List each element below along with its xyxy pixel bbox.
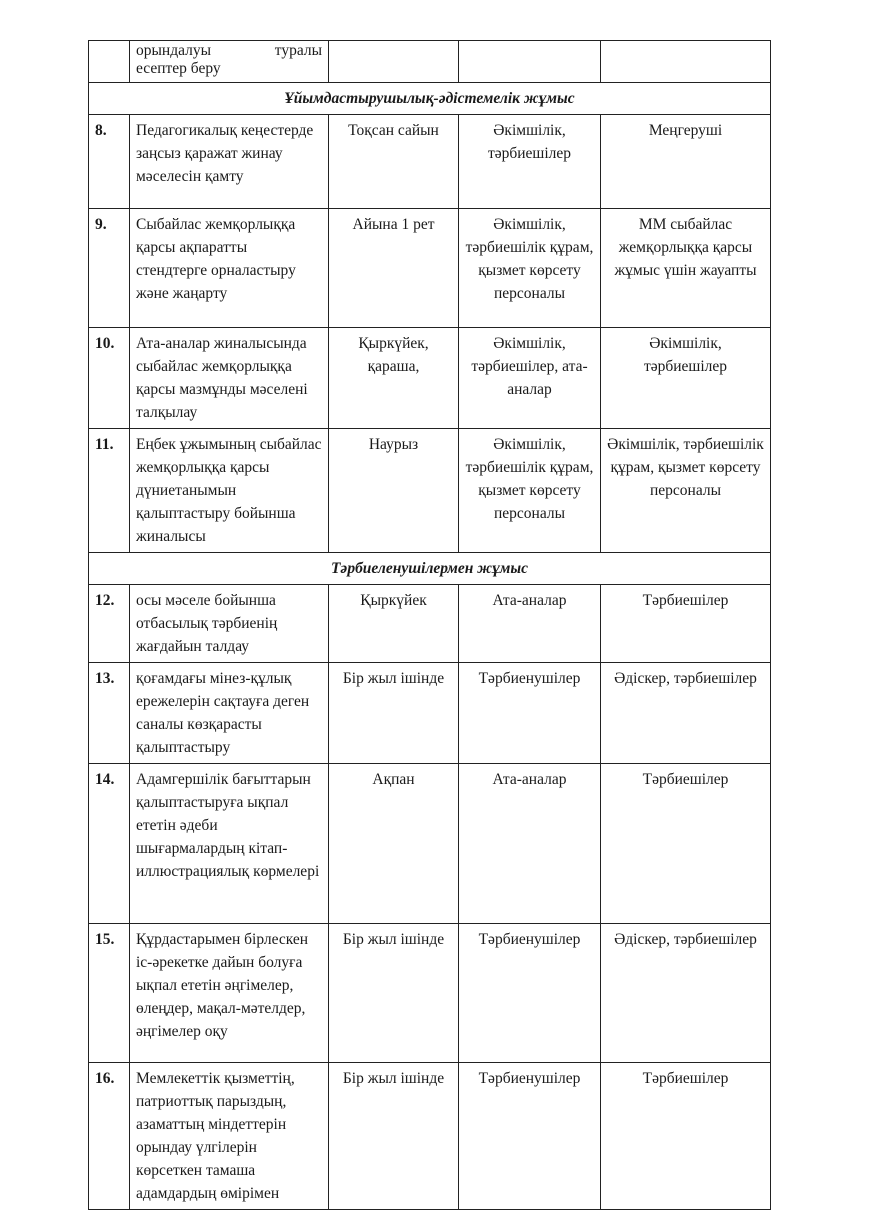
activity-cell: қоғамдағы мінез-құлық ережелерін сақтауға деген саналы көзқарасты қалыптастыру [130, 663, 329, 764]
responsible-cell: Тәрбиешілер [601, 764, 771, 924]
anti-corruption-plan-table [88, 40, 771, 1210]
table-row [89, 924, 771, 1063]
table-row [89, 764, 771, 924]
row-number: 14. [89, 764, 130, 924]
period-cell [329, 41, 459, 83]
activity-cell: Құрдастарымен бірлескен іс-әрекетке дайын болуға ықпал ететін әңгімелер, өлеңдер, мақал-мәтелдер, әңгімелер оқу [130, 924, 329, 1063]
responsible-cell: Әдіскер, тәрбиешілер [601, 924, 771, 1063]
period-cell: Қыркүйек, қараша, [329, 328, 459, 429]
period-cell: Бір жыл ішінде [329, 663, 459, 764]
participants-cell: Әкімшілік, тәрбиешілік құрам, қызмет көрсету персоналы [459, 209, 601, 328]
table-row [89, 585, 771, 663]
period-cell: Айына 1 рет [329, 209, 459, 328]
period-cell: Бір жыл ішінде [329, 924, 459, 1063]
section-header-row [89, 83, 771, 115]
table-row [89, 429, 771, 553]
participants-cell: Тәрбиенушілер [459, 663, 601, 764]
participants-cell: Әкімшілік, тәрбиешілік құрам, қызмет көрсету персоналы [459, 429, 601, 553]
row-number: 10. [89, 328, 130, 429]
activity-cell: Еңбек ұжымының сыбайлас жемқорлыққа қарсы дүниетанымын қалыптастыру бойынша жиналысы [130, 429, 329, 553]
section-title-organizational: Ұйымдастырушылық-әдістемелік жұмыс [89, 83, 771, 115]
responsible-cell: Меңгеруші [601, 115, 771, 209]
row-number: 8. [89, 115, 130, 209]
row-number: 9. [89, 209, 130, 328]
participants-cell: Тәрбиенушілер [459, 924, 601, 1063]
responsible-cell: Әкімшілік, тәрбиешілер [601, 328, 771, 429]
table-row [89, 115, 771, 209]
row-number: 16. [89, 1063, 130, 1210]
responsible-cell [601, 41, 771, 83]
responsible-cell: Тәрбиешілер [601, 585, 771, 663]
row-number-cell [89, 41, 130, 83]
row-number: 13. [89, 663, 130, 764]
participants-cell: Ата-аналар [459, 585, 601, 663]
period-cell: Бір жыл ішінде [329, 1063, 459, 1210]
section-title-pupils: Тәрбиеленушілермен жұмыс [89, 553, 771, 585]
table-row [89, 209, 771, 328]
table-row [89, 663, 771, 764]
period-cell: Тоқсан сайын [329, 115, 459, 209]
table-row [89, 1063, 771, 1210]
responsible-cell: Әдіскер, тәрбиешілер [601, 663, 771, 764]
participants-cell: Әкімшілік, тәрбиешілер [459, 115, 601, 209]
activity-cell: Адамгершілік бағыттарын қалыптастыруға ықпал ететін әдеби шығармалардың кітап-иллюстрациялық көрмелері [130, 764, 329, 924]
period-cell: Ақпан [329, 764, 459, 924]
activity-cell: Мемлекеттік қызметтің, патриоттық парыздың, азаматтың міндеттерін орындау үлгілерін көрсеткен тамаша адамдардың өмірімен [130, 1063, 329, 1210]
section-header-row [89, 553, 771, 585]
activity-cell: Педагогикалық кеңестерде заңсыз қаражат жинау мәселесін қамту [130, 115, 329, 209]
period-cell: Қыркүйек [329, 585, 459, 663]
row-number: 15. [89, 924, 130, 1063]
activity-text: есептер беру [136, 60, 221, 77]
responsible-cell: Әкімшілік, тәрбиешілік құрам, қызмет көрсету персоналы [601, 429, 771, 553]
participants-cell: Әкімшілік, тәрбиешілер, ата-аналар [459, 328, 601, 429]
activity-cell [130, 41, 329, 83]
period-cell: Наурыз [329, 429, 459, 553]
table-row-continued [89, 41, 771, 83]
responsible-cell: ММ сыбайлас жемқорлыққа қарсы жұмыс үшін жауапты [601, 209, 771, 328]
activity-cell: осы мәселе бойынша отбасылық тәрбиенің жағдайын талдау [130, 585, 329, 663]
row-number: 12. [89, 585, 130, 663]
activity-text: орындалуы [136, 42, 212, 59]
responsible-cell: Тәрбиешілер [601, 1063, 771, 1210]
activity-cell: Сыбайлас жемқорлыққа қарсы ақпаратты стендтерге орналастыру және жаңарту [130, 209, 329, 328]
table-row [89, 328, 771, 429]
activity-cell: Ата-аналар жиналысында сыбайлас жемқорлыққа қарсы мазмұнды мәселені талқылау [130, 328, 329, 429]
participants-cell: Ата-аналар [459, 764, 601, 924]
activity-text: туралы [274, 42, 322, 59]
participants-cell [459, 41, 601, 83]
row-number: 11. [89, 429, 130, 553]
participants-cell: Тәрбиенушілер [459, 1063, 601, 1210]
